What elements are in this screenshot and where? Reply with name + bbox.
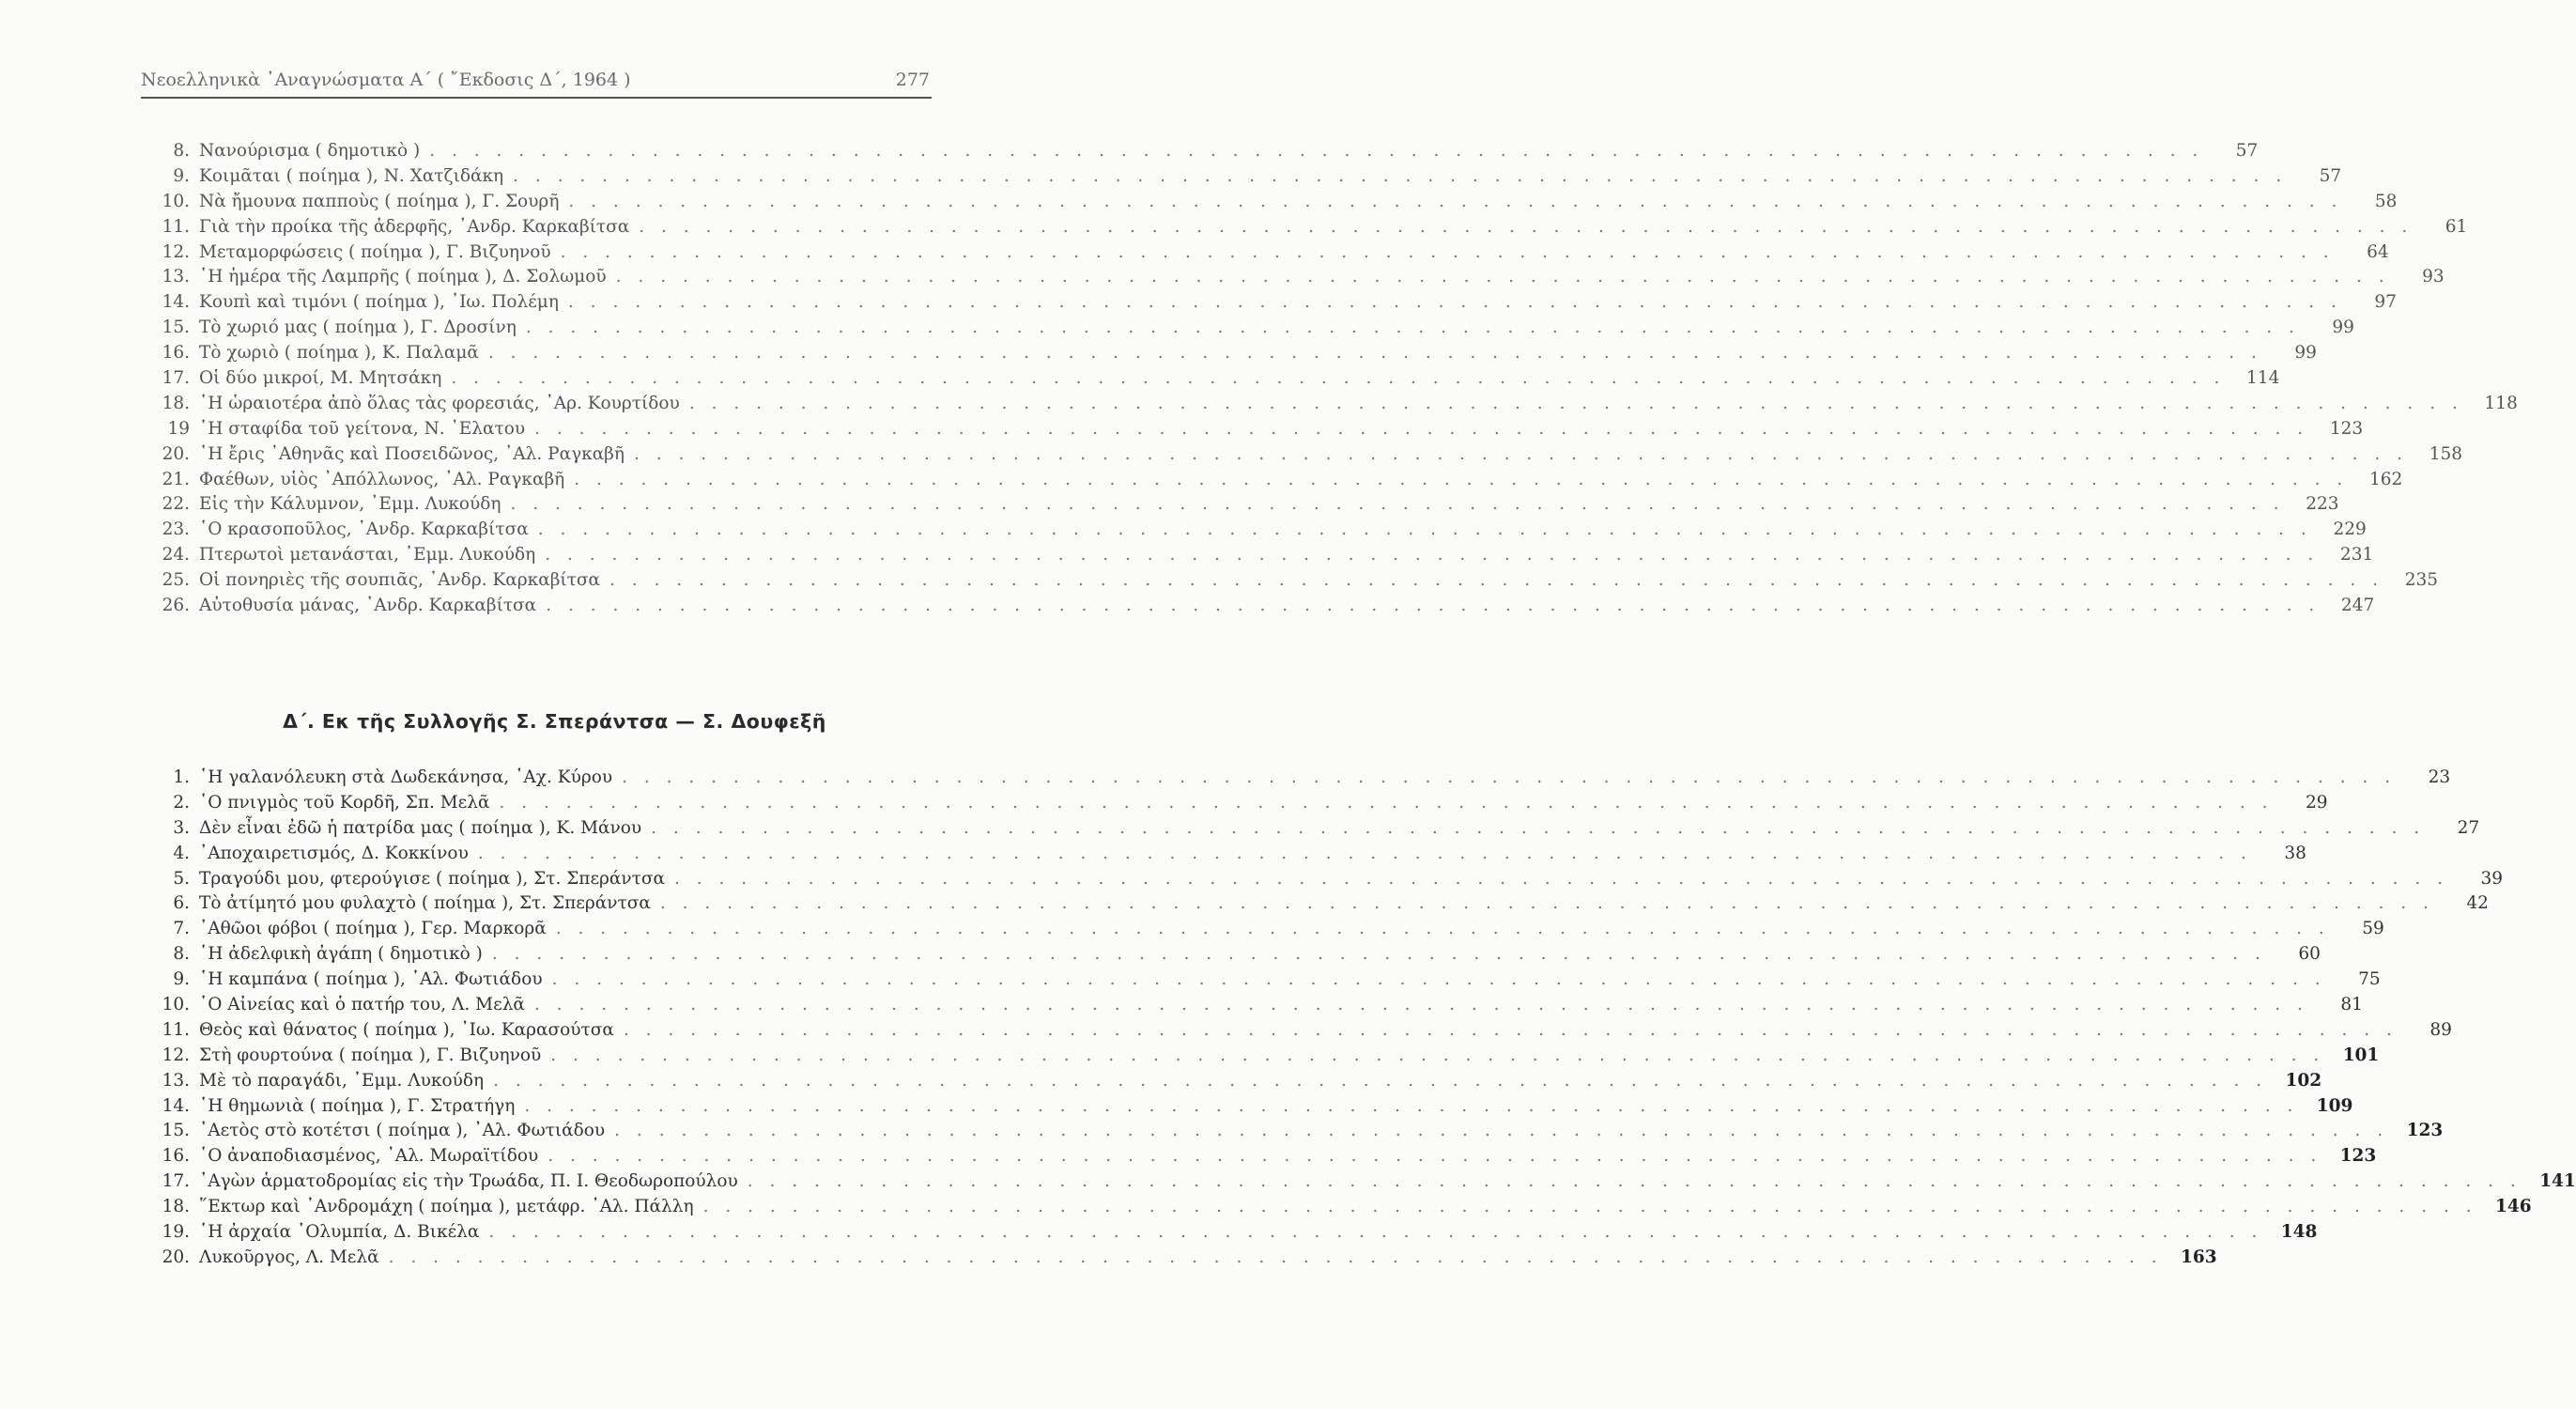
toc-entry xyxy=(141,518,2367,543)
entry-number: 17. xyxy=(162,1171,190,1192)
entry-title: ῾Η καμπάνα ( ποίημα ), ᾿Αλ. Φωτιάδου xyxy=(199,969,543,990)
entry-title: ᾿Αθῶοι φόβοι ( ποίημα ), Γερ. Μαρκορᾶ xyxy=(199,919,547,939)
leader-dots: . . . . . . . . . . . . . . . . . . . . . . . . . . . . . . . . . . . . . . . . . . . . . . . . . . . . . . . . . . . . . . . . . . . . . . . . . . . . . . . . xyxy=(574,469,2349,489)
entry-page: 99 xyxy=(2294,343,2317,364)
entry-number: 17. xyxy=(162,368,190,389)
section-d-heading: Δ΄. Εκ τῆς Συλλογῆς Σ. Σπεράντσα — Σ. Δουφεξῆ xyxy=(283,710,826,733)
entry-page: 60 xyxy=(2298,944,2321,965)
toc-entry xyxy=(141,1069,2322,1094)
entry-number: 23. xyxy=(162,519,190,540)
leader-dots: . . . . . . . . . . . . . . . . . . . . . . . . . . . . . . . . . . . . . . . . . . . . . . . . . . . . . . . . . . . . . . . . . . . . . . . . . . . . . . . . xyxy=(674,868,2449,889)
entry-page: 39 xyxy=(2480,868,2504,889)
entry-title: ῾Η γαλανόλευκη στὰ Δωδεκάνησα, ᾿Αχ. Κύρου xyxy=(199,767,613,787)
entry-number: 13. xyxy=(162,267,190,287)
running-title: Νεοελληνικὰ ᾿Αναγνώσματα Α΄ ( ῎Εκδοσις Δ΄, 1964 ) xyxy=(141,70,631,90)
toc-entry xyxy=(141,417,2364,442)
toc-entry xyxy=(141,1018,2452,1044)
leader-dots: . . . . . . . . . . . . . . . . . . . . . . . . . . . . . . . . . . . . . . . . . . . . . . . . . . . . . . . . . . . . . . . . . . . . . . . . . . . . . . . . xyxy=(555,919,2330,939)
page-number: 277 xyxy=(895,70,930,90)
toc-entry xyxy=(141,240,2389,266)
entry-page: 123 xyxy=(2339,1146,2377,1167)
entry-title: Κουπὶ καὶ τιμόνι ( ποίημα ), ᾿Ιω. Πολέμη xyxy=(199,292,559,313)
leader-dots: . . . . . . . . . . . . . . . . . . . . . . . . . . . . . . . . . . . . . . . . . . . . . . . . . . . . . . . . . . . . . . . . . . . . . . . . . . . . . . . . xyxy=(545,545,2320,565)
leader-dots: . . . . . . . . . . . . . . . . . . . . . . . . . . . . . . . . . . . . . . . . . . . . . . . . . . . . . . . . . . . . . . . . . . . . . . . . . . . . . . . . xyxy=(633,443,2408,464)
entry-title: ᾿Αποχαιρετισμός, Δ. Κοκκίνου xyxy=(199,843,469,863)
toc-entry xyxy=(141,1169,2576,1195)
entry-title: ῞Εκτωρ καὶ ᾿Ανδρομάχη ( ποίημα ), μετάφρ. ᾿Αλ. Πάλλη xyxy=(199,1197,694,1217)
entry-title: Φαέθων, υἱὸς ᾿Απόλλωνος, ᾿Αλ. Ραγκαβῆ xyxy=(199,469,565,489)
leader-dots: . . . . . . . . . . . . . . . . . . . . . . . . . . . . . . . . . . . . . . . . . . . . . . . . . . . . . . . . . . . . . . . . . . . . . . . . . . . . . . . . xyxy=(639,216,2414,237)
leader-dots: . . . . . . . . . . . . . . . . . . . . . . . . . . . . . . . . . . . . . . . . . . . . . . . . . . . . . . . . . . . . . . . . . . . . . . . . . . . . . . . . xyxy=(493,1070,2268,1091)
entry-number: 22. xyxy=(162,494,190,515)
toc-entry xyxy=(141,1119,2444,1144)
leader-dots: . . . . . . . . . . . . . . . . . . . . . . . . . . . . . . . . . . . . . . . . . . . . . . . . . . . . . . . . . . . . . . . . . . . . . . . . . . . . . . . . xyxy=(487,343,2262,364)
leader-dots: . . . . . . . . . . . . . . . . . . . . . . . . . . . . . . . . . . . . . . . . . . . . . . . . . . . . . . . . . . . . . . . . . . . . . . . . . . . . . . . . xyxy=(525,317,2300,338)
toc-entry xyxy=(141,442,2462,468)
toc-entry xyxy=(141,1220,2318,1246)
entry-page: 23 xyxy=(2428,767,2451,787)
entry-page: 109 xyxy=(2316,1095,2353,1116)
entry-number: 20. xyxy=(162,1246,190,1267)
entry-title: ῾Ο πνιγμὸς τοῦ Κορδῆ, Σπ. Μελᾶ xyxy=(199,792,490,813)
entry-page: 75 xyxy=(2358,969,2381,990)
entry-number: 26. xyxy=(162,596,190,616)
entry-page: 29 xyxy=(2305,792,2328,813)
entry-title: Τὸ χωριὸ ( ποίημα ), Κ. Παλαμᾶ xyxy=(199,343,479,364)
toc-section-d xyxy=(141,766,2576,1271)
leader-dots: . . . . . . . . . . . . . . . . . . . . . . . . . . . . . . . . . . . . . . . . . . . . . . . . . . . . . . . . . . . . . . . . . . . . . . . . . . . . . . . . xyxy=(568,191,2343,211)
entry-number: 20. xyxy=(162,443,190,464)
entry-number: 11. xyxy=(162,1019,190,1040)
leader-dots: . . . . . . . . . . . . . . . . . . . . . . . . . . . . . . . . . . . . . . . . . . . . . . . . . . . . . . . . . . . . . . . . . . . . . . . . . . . . . . . . xyxy=(651,817,2426,838)
toc-entry xyxy=(141,1094,2353,1120)
entry-number: 19 xyxy=(167,418,190,439)
entry-title: ῾Η θημωνιὰ ( ποίημα ), Γ. Στρατήγη xyxy=(199,1095,516,1116)
entry-number: 16. xyxy=(162,343,190,364)
entry-title: ῾Ο Αἰνείας καὶ ὁ πατήρ του, Λ. Μελᾶ xyxy=(199,995,525,1015)
toc-entry xyxy=(141,1246,2217,1271)
entry-page: 59 xyxy=(2362,919,2384,939)
entry-page: 27 xyxy=(2457,817,2480,838)
leader-dots: . . . . . . . . . . . . . . . . . . . . . . . . . . . . . . . . . . . . . . . . . . . . . . . . . . . . . . . . . . . . . . . . . . . . . . . . . . . . . . . . xyxy=(488,1222,2263,1243)
entry-number: 3. xyxy=(173,817,190,838)
leader-dots: . . . . . . . . . . . . . . . . . . . . . . . . . . . . . . . . . . . . . . . . . . . . . . . . . . . . . . . . . . . . . . . . . . . . . . . . . . . . . . . . xyxy=(537,519,2312,540)
entry-title: Οἱ δύο μικροί, Μ. Μητσάκη xyxy=(199,368,442,389)
entry-page: 38 xyxy=(2284,843,2306,863)
entry-number: 15. xyxy=(162,1121,190,1141)
leader-dots: . . . . . . . . . . . . . . . . . . . . . . . . . . . . . . . . . . . . . . . . . . . . . . . . . . . . . . . . . . . . . . . . . . . . . . . . . . . . . . . . xyxy=(609,570,2384,591)
entry-page: 247 xyxy=(2340,596,2375,616)
entry-page: 118 xyxy=(2484,393,2518,413)
entry-title: ῾Ο κρασοποῦλος, ᾿Ανδρ. Καρκαβίτσα xyxy=(199,519,529,540)
entry-number: 6. xyxy=(173,893,190,914)
entry-number: 15. xyxy=(162,317,190,338)
leader-dots: . . . . . . . . . . . . . . . . . . . . . . . . . . . . . . . . . . . . . . . . . . . . . . . . . . . . . . . . . . . . . . . . . . . . . . . . . . . . . . . . xyxy=(615,267,2390,287)
entry-title: Νὰ ἤμουνα παπποὺς ( ποίημα ), Γ. Σουρῆ xyxy=(199,191,560,211)
entry-number: 2. xyxy=(173,792,190,813)
entry-page: 89 xyxy=(2429,1019,2452,1040)
entry-title: Μὲ τὸ παραγάδι, ᾿Εμμ. Λυκούδη xyxy=(199,1070,485,1091)
leader-dots: . . . . . . . . . . . . . . . . . . . . . . . . . . . . . . . . . . . . . . . . . . . . . . . . . . . . . . . . . . . . . . . . . . . . . . . . . . . . . . . . xyxy=(548,1146,2322,1167)
entry-page: 99 xyxy=(2332,317,2354,338)
entry-number: 16. xyxy=(162,1146,190,1167)
leader-dots: . . . . . . . . . . . . . . . . . . . . . . . . . . . . . . . . . . . . . . . . . . . . . . . . . . . . . . . . . . . . . . . . . . . . . . . . . . . . . . . . xyxy=(567,292,2342,313)
entry-title: ᾿Αετὸς στὸ κοτέτσι ( ποίημα ), ᾿Αλ. Φωτιάδου xyxy=(199,1121,606,1141)
entry-page: 114 xyxy=(2246,368,2280,389)
toc-section-c xyxy=(141,139,2518,619)
toc-entry xyxy=(141,1044,2380,1069)
entry-title: ῾Η ἀδελφικὴ ἀγάπη ( δημοτικὸ ) xyxy=(199,944,483,965)
entry-title: ῾Ο ἀναποδιασμένος, ᾿Αλ. Μωραϊτίδου xyxy=(199,1146,539,1167)
leader-dots: . . . . . . . . . . . . . . . . . . . . . . . . . . . . . . . . . . . . . . . . . . . . . . . . . . . . . . . . . . . . . . . . . . . . . . . . . . . . . . . . xyxy=(491,944,2266,965)
entry-title: ῾Η ἀρχαία ᾿Ολυμπία, Δ. Βικέλα xyxy=(199,1222,480,1243)
leader-dots: . . . . . . . . . . . . . . . . . . . . . . . . . . . . . . . . . . . . . . . . . . . . . . . . . . . . . . . . . . . . . . . . . . . . . . . . . . . . . . . . xyxy=(388,1246,2163,1267)
entry-title: Κοιμᾶται ( ποίημα ), Ν. Χατζιδάκη xyxy=(199,165,504,186)
toc-entry xyxy=(141,791,2328,816)
toc-entry xyxy=(141,543,2374,568)
entry-number: 12. xyxy=(162,241,190,262)
entry-number: 19. xyxy=(162,1222,190,1243)
entry-number: 4. xyxy=(173,843,190,863)
entry-title: ῾Η ἔρις ᾿Αθηνᾶς καὶ Ποσειδῶνος, ᾿Αλ. Ραγκαβῆ xyxy=(199,443,625,464)
entry-number: 12. xyxy=(162,1045,190,1065)
toc-entry xyxy=(141,993,2363,1018)
entry-page: 123 xyxy=(2406,1121,2444,1141)
leader-dots: . . . . . . . . . . . . . . . . . . . . . . . . . . . . . . . . . . . . . . . . . . . . . . . . . . . . . . . . . . . . . . . . . . . . . . . . . . . . . . . . xyxy=(546,596,2321,616)
entry-page: 58 xyxy=(2374,191,2398,211)
leader-dots: . . . . . . . . . . . . . . . . . . . . . . . . . . . . . . . . . . . . . . . . . . . . . . . . . . . . . . . . . . . . . . . . . . . . . . . . . . . . . . . . xyxy=(614,1121,2389,1141)
leader-dots: . . . . . . . . . . . . . . . . . . . . . . . . . . . . . . . . . . . . . . . . . . . . . . . . . . . . . . . . . . . . . . . . . . . . . . . . . . . . . . . . xyxy=(524,1095,2299,1116)
entry-page: 163 xyxy=(2181,1246,2217,1267)
toc-entry xyxy=(141,366,2280,392)
toc-entry xyxy=(141,164,2342,190)
toc-entry xyxy=(141,341,2317,366)
leader-dots: . . . . . . . . . . . . . . . . . . . . . . . . . . . . . . . . . . . . . . . . . . . . . . . . . . . . . . . . . . . . . . . . . . . . . . . . . . . . . . . . xyxy=(429,141,2204,161)
entry-title: Μεταμορφώσεις ( ποίημα ), Γ. Βιζυηνοῦ xyxy=(199,241,551,262)
entry-number: 8. xyxy=(173,141,190,161)
leader-dots: . . . . . . . . . . . . . . . . . . . . . . . . . . . . . . . . . . . . . . . . . . . . . . . . . . . . . . . . . . . . . . . . . . . . . . . . . . . . . . . . xyxy=(560,241,2335,262)
toc-entry xyxy=(141,492,2339,518)
toc-entry xyxy=(141,316,2354,341)
entry-title: ᾿Αγὼν ἁρματοδρομίας εἰς τὴν Τρωάδα, Π. Ι. Θεοδωροπούλου xyxy=(199,1171,738,1192)
toc-entry xyxy=(141,942,2321,968)
leader-dots: . . . . . . . . . . . . . . . . . . . . . . . . . . . . . . . . . . . . . . . . . . . . . . . . . . . . . . . . . . . . . . . . . . . . . . . . . . . . . . . . xyxy=(513,165,2288,186)
entry-page: 141 xyxy=(2539,1171,2576,1192)
entry-number: 5. xyxy=(173,868,190,889)
entry-number: 24. xyxy=(162,545,190,565)
entry-number: 14. xyxy=(162,1095,190,1116)
leader-dots: . . . . . . . . . . . . . . . . . . . . . . . . . . . . . . . . . . . . . . . . . . . . . . . . . . . . . . . . . . . . . . . . . . . . . . . . . . . . . . . . xyxy=(534,418,2309,439)
toc-entry xyxy=(141,867,2504,892)
entry-number: 21. xyxy=(162,469,190,489)
toc-entry xyxy=(141,468,2403,493)
entry-title: Τὸ ἀτίμητό μου φυλαχτὸ ( ποίημα ), Στ. Σπεράντσα xyxy=(199,893,651,914)
entry-title: ῾Η σταφίδα τοῦ γείτονα, Ν. ᾿Ελατου xyxy=(199,418,526,439)
leader-dots: . . . . . . . . . . . . . . . . . . . . . . . . . . . . . . . . . . . . . . . . . . . . . . . . . . . . . . . . . . . . . . . . . . . . . . . . . . . . . . . . xyxy=(747,1171,2522,1192)
leader-dots: . . . . . . . . . . . . . . . . . . . . . . . . . . . . . . . . . . . . . . . . . . . . . . . . . . . . . . . . . . . . . . . . . . . . . . . . . . . . . . . . xyxy=(510,494,2285,515)
entry-title: Δὲν εἶναι ἐδῶ ἡ πατρίδα μας ( ποίημα ), Κ. Μάνου xyxy=(199,817,642,838)
toc-entry xyxy=(141,290,2397,316)
entry-title: Γιὰ τὴν προίκα τῆς ἀδερφῆς, ᾿Ανδρ. Καρκαβίτσα xyxy=(199,216,630,237)
leader-dots: . . . . . . . . . . . . . . . . . . . . . . . . . . . . . . . . . . . . . . . . . . . . . . . . . . . . . . . . . . . . . . . . . . . . . . . . . . . . . . . . xyxy=(623,1019,2398,1040)
toc-entry xyxy=(141,190,2398,215)
leader-dots: . . . . . . . . . . . . . . . . . . . . . . . . . . . . . . . . . . . . . . . . . . . . . . . . . . . . . . . . . . . . . . . . . . . . . . . . . . . . . . . . xyxy=(477,843,2252,863)
leader-dots: . . . . . . . . . . . . . . . . . . . . . . . . . . . . . . . . . . . . . . . . . . . . . . . . . . . . . . . . . . . . . . . . . . . . . . . . . . . . . . . . xyxy=(551,969,2326,990)
entry-number: 10. xyxy=(162,995,190,1015)
entry-number: 25. xyxy=(162,570,190,591)
entry-page: 231 xyxy=(2339,545,2374,565)
entry-title: ῾Η ὡραιοτέρα ἀπὸ ὅλας τὰς φορεσιάς, ᾿Αρ. Κουρτίδου xyxy=(199,393,680,413)
entry-number: 14. xyxy=(162,292,190,313)
entry-number: 8. xyxy=(173,944,190,965)
entry-page: 148 xyxy=(2280,1222,2318,1243)
entry-number: 18. xyxy=(162,1197,190,1217)
entry-page: 146 xyxy=(2494,1197,2532,1217)
entry-page: 123 xyxy=(2329,418,2364,439)
entry-title: Λυκοῦργος, Λ. Μελᾶ xyxy=(199,1246,379,1267)
entry-number: 13. xyxy=(162,1070,190,1091)
leader-dots: . . . . . . . . . . . . . . . . . . . . . . . . . . . . . . . . . . . . . . . . . . . . . . . . . . . . . . . . . . . . . . . . . . . . . . . . . . . . . . . . xyxy=(550,1045,2325,1065)
entry-number: 9. xyxy=(173,969,190,990)
entry-number: 10. xyxy=(162,191,190,211)
entry-title: Στὴ φουρτούνα ( ποίημα ), Γ. Βιζυηνοῦ xyxy=(199,1045,542,1065)
toc-entry xyxy=(141,968,2381,993)
entry-page: 93 xyxy=(2422,267,2445,287)
entry-number: 9. xyxy=(173,165,190,186)
entry-page: 81 xyxy=(2340,995,2363,1015)
leader-dots: . . . . . . . . . . . . . . . . . . . . . . . . . . . . . . . . . . . . . . . . . . . . . . . . . . . . . . . . . . . . . . . . . . . . . . . . . . . . . . . . xyxy=(702,1197,2477,1217)
entry-title: Τὸ χωριό μας ( ποίημα ), Γ. Δροσίνη xyxy=(199,317,517,338)
toc-entry xyxy=(141,392,2518,417)
toc-entry xyxy=(141,891,2489,917)
entry-number: 7. xyxy=(173,919,190,939)
toc-entry xyxy=(141,842,2306,867)
entry-page: 102 xyxy=(2285,1070,2322,1091)
entry-title: Αὐτοθυσία μάνας, ᾿Ανδρ. Καρκαβίτσα xyxy=(199,596,537,616)
entry-page: 101 xyxy=(2342,1045,2380,1065)
leader-dots: . . . . . . . . . . . . . . . . . . . . . . . . . . . . . . . . . . . . . . . . . . . . . . . . . . . . . . . . . . . . . . . . . . . . . . . . . . . . . . . . xyxy=(659,893,2434,914)
entry-title: ῾Η ἡμέρα τῆς Λαμπρῆς ( ποίημα ), Δ. Σολωμοῦ xyxy=(199,267,607,287)
entry-page: 97 xyxy=(2374,292,2397,313)
entry-page: 158 xyxy=(2429,443,2462,464)
toc-entry xyxy=(141,265,2445,290)
entry-title: Θεὸς καὶ θάνατος ( ποίημα ), ᾿Ιω. Καρασούτσα xyxy=(199,1019,614,1040)
header-rule xyxy=(141,97,932,99)
leader-dots: . . . . . . . . . . . . . . . . . . . . . . . . . . . . . . . . . . . . . . . . . . . . . . . . . . . . . . . . . . . . . . . . . . . . . . . . . . . . . . . . xyxy=(499,792,2274,813)
toc-entry xyxy=(141,594,2375,619)
toc-entry xyxy=(141,139,2259,164)
entry-title: Εἰς τὴν Κάλυμνον, ᾿Εμμ. Λυκούδη xyxy=(199,494,501,515)
entry-number: 18. xyxy=(162,393,190,413)
entry-title: Νανούρισμα ( δημοτικὸ ) xyxy=(199,141,421,161)
entry-page: 57 xyxy=(2235,141,2259,161)
entry-page: 61 xyxy=(2445,216,2468,237)
entry-page: 42 xyxy=(2466,893,2489,914)
toc-entry xyxy=(141,816,2480,842)
entry-page: 162 xyxy=(2368,469,2403,489)
leader-dots: . . . . . . . . . . . . . . . . . . . . . . . . . . . . . . . . . . . . . . . . . . . . . . . . . . . . . . . . . . . . . . . . . . . . . . . . . . . . . . . . xyxy=(622,767,2397,787)
leader-dots: . . . . . . . . . . . . . . . . . . . . . . . . . . . . . . . . . . . . . . . . . . . . . . . . . . . . . . . . . . . . . . . . . . . . . . . . . . . . . . . . xyxy=(533,995,2308,1015)
toc-entry xyxy=(141,1144,2377,1169)
entry-title: Τραγούδι μου, φτερούγισε ( ποίημα ), Στ. Σπεράντσα xyxy=(199,868,666,889)
leader-dots: . . . . . . . . . . . . . . . . . . . . . . . . . . . . . . . . . . . . . . . . . . . . . . . . . . . . . . . . . . . . . . . . . . . . . . . . . . . . . . . . xyxy=(688,393,2463,413)
entry-title: Οἱ πονηριὲς τῆς σουπιᾶς, ᾿Ανδρ. Καρκαβίτσα xyxy=(199,570,601,591)
leader-dots: . . . . . . . . . . . . . . . . . . . . . . . . . . . . . . . . . . . . . . . . . . . . . . . . . . . . . . . . . . . . . . . . . . . . . . . . . . . . . . . . xyxy=(451,368,2226,389)
running-header xyxy=(141,70,930,90)
toc-entry xyxy=(141,215,2468,240)
toc-entry xyxy=(141,568,2439,594)
entry-page: 229 xyxy=(2333,519,2367,540)
entry-title: Πτερωτοὶ μετανάσται, ᾿Εμμ. Λυκούδη xyxy=(199,545,536,565)
toc-entry xyxy=(141,766,2451,791)
toc-entry xyxy=(141,917,2384,942)
toc-entry xyxy=(141,1195,2532,1220)
entry-page: 57 xyxy=(2319,165,2342,186)
entry-page: 223 xyxy=(2306,494,2339,515)
entry-page: 235 xyxy=(2404,570,2439,591)
entry-page: 64 xyxy=(2367,241,2389,262)
entry-number: 11. xyxy=(162,216,190,237)
entry-number: 1. xyxy=(173,767,190,787)
